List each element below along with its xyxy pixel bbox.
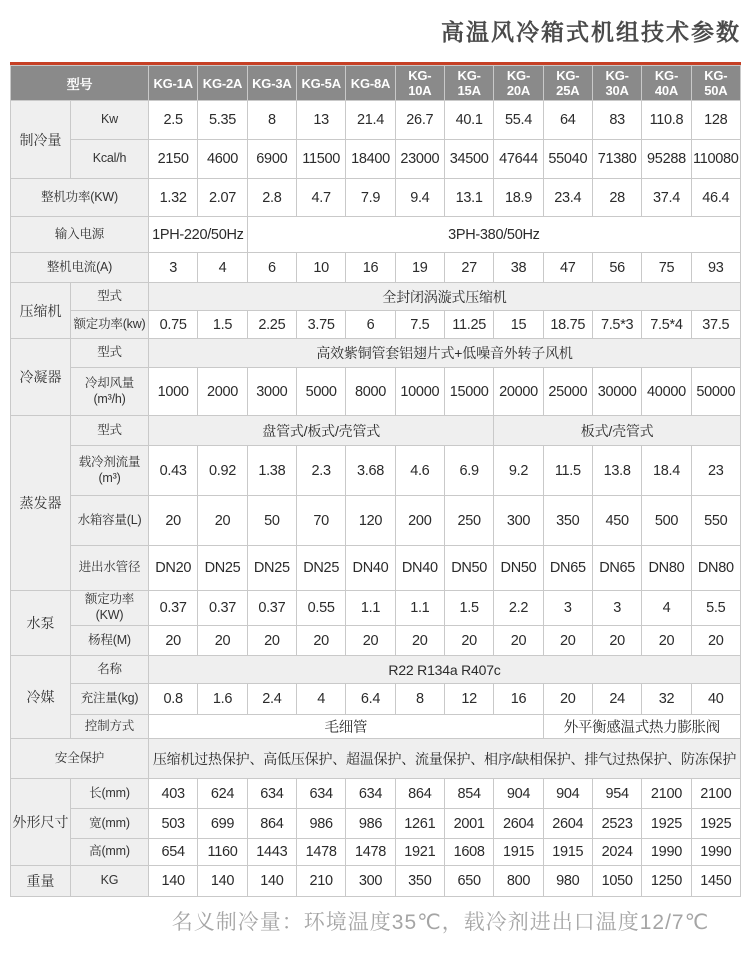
data-cell: 2.07	[198, 179, 247, 217]
merged-info-cell: 全封闭涡漩式压缩机	[149, 283, 741, 311]
data-cell: DN80	[691, 546, 740, 591]
group-label: 制冷量	[11, 101, 71, 179]
data-cell: 15	[494, 311, 543, 339]
row-label: 安全保护	[11, 739, 149, 779]
data-cell: 1.1	[395, 591, 444, 626]
data-cell: 23	[691, 446, 740, 496]
data-cell: 503	[149, 809, 198, 839]
data-cell: 140	[247, 866, 296, 897]
data-cell: 3	[149, 253, 198, 283]
data-cell: 21.4	[346, 101, 395, 140]
row-label: 长(mm)	[71, 779, 149, 809]
data-cell: DN25	[247, 546, 296, 591]
table-row	[11, 283, 741, 311]
column-header: KG-25A	[543, 66, 592, 101]
data-cell: 20	[395, 626, 444, 656]
data-cell: 20	[444, 626, 493, 656]
data-cell: 75	[642, 253, 691, 283]
data-cell: 7.5*3	[592, 311, 641, 339]
data-cell: 1990	[691, 839, 740, 866]
column-header: KG-8A	[346, 66, 395, 101]
data-cell: 699	[198, 809, 247, 839]
data-cell: 5000	[297, 368, 346, 416]
data-cell: 4600	[198, 140, 247, 179]
data-cell: 8	[247, 101, 296, 140]
data-cell: 650	[444, 866, 493, 897]
merged-info-cell: R22 R134a R407c	[149, 656, 741, 684]
table-row	[11, 311, 741, 339]
data-cell: 2150	[149, 140, 198, 179]
data-cell: 3000	[247, 368, 296, 416]
data-cell: 2604	[494, 809, 543, 839]
row-label: 型式	[71, 339, 149, 368]
data-cell: 40	[691, 684, 740, 715]
data-cell: 1915	[494, 839, 543, 866]
data-cell: 4	[198, 253, 247, 283]
data-cell: 37.5	[691, 311, 740, 339]
data-cell: 1990	[642, 839, 691, 866]
data-cell: 4	[297, 684, 346, 715]
data-cell: 4.6	[395, 446, 444, 496]
merged-info-cell: 高效紫铜管套铝翅片式+低噪音外转子风机	[149, 339, 741, 368]
row-label: 杨程(M)	[71, 626, 149, 656]
data-cell: 83	[592, 101, 641, 140]
data-cell: DN50	[444, 546, 493, 591]
data-cell: 11500	[297, 140, 346, 179]
data-cell: 500	[642, 496, 691, 546]
data-cell: 300	[346, 866, 395, 897]
data-cell: 1.5	[198, 311, 247, 339]
data-cell: 93	[691, 253, 740, 283]
row-label: 控制方式	[71, 715, 149, 739]
data-cell: 1925	[691, 809, 740, 839]
data-cell: 2.25	[247, 311, 296, 339]
table-row	[11, 591, 741, 626]
data-cell: 2.2	[494, 591, 543, 626]
data-cell: 5.35	[198, 101, 247, 140]
data-cell: 1PH-220/50Hz	[149, 217, 248, 253]
group-label: 冷媒	[11, 656, 71, 739]
column-header: KG-1A	[149, 66, 198, 101]
data-cell: 954	[592, 779, 641, 809]
row-label: 载冷剂流量(m³)	[71, 446, 149, 496]
data-cell: 23.4	[543, 179, 592, 217]
data-cell: 18.9	[494, 179, 543, 217]
data-cell: 3.75	[297, 311, 346, 339]
data-cell: 403	[149, 779, 198, 809]
column-header: KG-2A	[198, 66, 247, 101]
data-cell: 13.8	[592, 446, 641, 496]
data-cell: 0.37	[198, 591, 247, 626]
table-row	[11, 684, 741, 715]
data-cell: 7.9	[346, 179, 395, 217]
data-cell: 10	[297, 253, 346, 283]
row-label: 宽(mm)	[71, 809, 149, 839]
data-cell: 0.37	[247, 591, 296, 626]
data-cell: 19	[395, 253, 444, 283]
data-cell: 55.4	[494, 101, 543, 140]
row-label: 输入电源	[11, 217, 149, 253]
data-cell: DN40	[346, 546, 395, 591]
row-label: 充注量(kg)	[71, 684, 149, 715]
data-cell: 1160	[198, 839, 247, 866]
data-cell: 24	[592, 684, 641, 715]
row-label: Kcal/h	[71, 140, 149, 179]
data-cell: DN50	[494, 546, 543, 591]
table-row	[11, 416, 741, 446]
data-cell: 854	[444, 779, 493, 809]
data-cell: DN20	[149, 546, 198, 591]
data-cell: 8	[395, 684, 444, 715]
row-label: 冷却风量(m³/h)	[71, 368, 149, 416]
data-cell: 986	[346, 809, 395, 839]
row-label: 整机功率(KW)	[11, 179, 149, 217]
group-label: 重量	[11, 866, 71, 897]
data-cell: 350	[395, 866, 444, 897]
data-cell: 20	[297, 626, 346, 656]
table-row	[11, 809, 741, 839]
data-cell: 550	[691, 496, 740, 546]
row-label: 型式	[71, 416, 149, 446]
table-row	[11, 253, 741, 283]
data-cell: 20	[642, 626, 691, 656]
data-cell: 110080	[691, 140, 740, 179]
data-cell: 1478	[297, 839, 346, 866]
data-cell: 140	[198, 866, 247, 897]
data-cell: 6.9	[444, 446, 493, 496]
data-cell: 56	[592, 253, 641, 283]
merged-info-cell: 压缩机过热保护、高低压保护、超温保护、流量保护、相序/缺相保护、排气过热保护、防冻保护	[149, 739, 741, 779]
table-row	[11, 546, 741, 591]
data-cell: 1478	[346, 839, 395, 866]
data-cell: 0.37	[149, 591, 198, 626]
data-cell: DN65	[592, 546, 641, 591]
table-row	[11, 446, 741, 496]
data-cell: 1.6	[198, 684, 247, 715]
column-header: KG-10A	[395, 66, 444, 101]
table-row	[11, 739, 741, 779]
row-label: KG	[71, 866, 149, 897]
data-cell: 70	[297, 496, 346, 546]
data-cell: 300	[494, 496, 543, 546]
data-cell: 40000	[642, 368, 691, 416]
data-cell: 986	[297, 809, 346, 839]
spec-table	[10, 65, 741, 897]
data-cell: 2024	[592, 839, 641, 866]
data-cell: 2100	[642, 779, 691, 809]
data-cell: 2523	[592, 809, 641, 839]
table-row	[11, 217, 741, 253]
data-cell: 18.75	[543, 311, 592, 339]
data-cell: DN80	[642, 546, 691, 591]
data-cell: 2.5	[149, 101, 198, 140]
data-cell: 3.68	[346, 446, 395, 496]
data-cell: 3	[543, 591, 592, 626]
data-cell: 110.8	[642, 101, 691, 140]
data-cell: 3	[592, 591, 641, 626]
page-title: 高温风冷箱式机组技术参数	[441, 19, 741, 45]
data-cell: 634	[247, 779, 296, 809]
group-label: 水泵	[11, 591, 71, 656]
row-label: 整机电流(A)	[11, 253, 149, 283]
spec-table-body	[11, 66, 741, 897]
data-cell: 11.5	[543, 446, 592, 496]
data-cell: 37.4	[642, 179, 691, 217]
data-cell: 20	[149, 626, 198, 656]
data-cell: 30000	[592, 368, 641, 416]
data-cell: 47	[543, 253, 592, 283]
data-cell: 20	[247, 626, 296, 656]
footer-note: 名义制冷量：环境温度35℃，载冷剂进出口温度12/7℃	[171, 911, 710, 934]
data-cell: 1050	[592, 866, 641, 897]
table-row	[11, 368, 741, 416]
table-row	[11, 715, 741, 739]
data-cell: 1261	[395, 809, 444, 839]
data-cell: 28	[592, 179, 641, 217]
table-row	[11, 496, 741, 546]
data-cell: 8000	[346, 368, 395, 416]
data-cell: 2100	[691, 779, 740, 809]
data-cell: 50000	[691, 368, 740, 416]
data-cell: 1608	[444, 839, 493, 866]
data-cell: 12	[444, 684, 493, 715]
data-cell: 55040	[543, 140, 592, 179]
data-cell: 18400	[346, 140, 395, 179]
data-cell: 13	[297, 101, 346, 140]
data-cell: 7.5	[395, 311, 444, 339]
data-cell: 11.25	[444, 311, 493, 339]
row-label: 水箱容量(L)	[71, 496, 149, 546]
data-cell: 7.5*4	[642, 311, 691, 339]
group-label: 蒸发器	[11, 416, 71, 591]
merged-info-cell: 盘管式/板式/壳管式	[149, 416, 494, 446]
data-cell: 2000	[198, 368, 247, 416]
data-cell: 1.5	[444, 591, 493, 626]
data-cell: 4	[642, 591, 691, 626]
data-cell: 1450	[691, 866, 740, 897]
data-cell: 20	[149, 496, 198, 546]
data-cell: 20	[691, 626, 740, 656]
data-cell: 120	[346, 496, 395, 546]
table-row	[11, 866, 741, 897]
merged-info-cell: 板式/壳管式	[494, 416, 741, 446]
data-cell: 634	[346, 779, 395, 809]
data-cell: 9.2	[494, 446, 543, 496]
data-cell: 20	[346, 626, 395, 656]
data-cell: 50	[247, 496, 296, 546]
data-cell: 26.7	[395, 101, 444, 140]
data-cell: 16	[494, 684, 543, 715]
data-cell: 20	[543, 626, 592, 656]
data-cell: 3PH-380/50Hz	[247, 217, 740, 253]
data-cell: 6.4	[346, 684, 395, 715]
row-label: 型式	[71, 283, 149, 311]
data-cell: DN40	[395, 546, 444, 591]
data-cell: 350	[543, 496, 592, 546]
data-cell: 1250	[642, 866, 691, 897]
data-cell: 6	[247, 253, 296, 283]
table-row	[11, 779, 741, 809]
data-cell: 16	[346, 253, 395, 283]
data-cell: 13.1	[444, 179, 493, 217]
data-cell: 2.3	[297, 446, 346, 496]
data-cell: 1925	[642, 809, 691, 839]
data-cell: 25000	[543, 368, 592, 416]
data-cell: 20	[198, 496, 247, 546]
table-row	[11, 339, 741, 368]
data-cell: 10000	[395, 368, 444, 416]
data-cell: 1.38	[247, 446, 296, 496]
column-header: KG-20A	[494, 66, 543, 101]
data-cell: 4.7	[297, 179, 346, 217]
data-cell: 20	[198, 626, 247, 656]
data-cell: 250	[444, 496, 493, 546]
data-cell: 0.43	[149, 446, 198, 496]
data-cell: 864	[395, 779, 444, 809]
data-cell: 1.1	[346, 591, 395, 626]
data-cell: 6	[346, 311, 395, 339]
data-cell: 34500	[444, 140, 493, 179]
data-cell: 1443	[247, 839, 296, 866]
data-cell: 1921	[395, 839, 444, 866]
data-cell: 634	[297, 779, 346, 809]
data-cell: 毛细管	[149, 715, 544, 739]
data-cell: 1.32	[149, 179, 198, 217]
data-cell: 904	[543, 779, 592, 809]
row-label: Kw	[71, 101, 149, 140]
data-cell: 32	[642, 684, 691, 715]
data-cell: 20	[592, 626, 641, 656]
data-cell: 904	[494, 779, 543, 809]
table-row	[11, 101, 741, 140]
data-cell: DN65	[543, 546, 592, 591]
table-row	[11, 839, 741, 866]
table-row	[11, 66, 741, 101]
column-header: KG-5A	[297, 66, 346, 101]
row-label: 名称	[71, 656, 149, 684]
group-label: 外形尺寸	[11, 779, 71, 866]
data-cell: 1915	[543, 839, 592, 866]
data-cell: 200	[395, 496, 444, 546]
data-cell: 64	[543, 101, 592, 140]
group-label: 压缩机	[11, 283, 71, 339]
data-cell: 15000	[444, 368, 493, 416]
data-cell: 980	[543, 866, 592, 897]
data-cell: 47644	[494, 140, 543, 179]
data-cell: 2001	[444, 809, 493, 839]
data-cell: 38	[494, 253, 543, 283]
row-label: 高(mm)	[71, 839, 149, 866]
data-cell: 864	[247, 809, 296, 839]
data-cell: 95288	[642, 140, 691, 179]
data-cell: 210	[297, 866, 346, 897]
column-header: KG-15A	[444, 66, 493, 101]
data-cell: 20	[494, 626, 543, 656]
data-cell: 1000	[149, 368, 198, 416]
data-cell: 20000	[494, 368, 543, 416]
data-cell: 20	[543, 684, 592, 715]
data-cell: 27	[444, 253, 493, 283]
column-header: KG-30A	[592, 66, 641, 101]
column-header: 型号	[11, 66, 149, 101]
data-cell: 0.8	[149, 684, 198, 715]
data-cell: 40.1	[444, 101, 493, 140]
row-label: 额定功率(kw)	[71, 311, 149, 339]
column-header: KG-50A	[691, 66, 740, 101]
row-label: 进出水管径	[71, 546, 149, 591]
data-cell: 140	[149, 866, 198, 897]
table-row	[11, 656, 741, 684]
data-cell: 2604	[543, 809, 592, 839]
data-cell: 800	[494, 866, 543, 897]
data-cell: 5.5	[691, 591, 740, 626]
data-cell: 450	[592, 496, 641, 546]
data-cell: 0.75	[149, 311, 198, 339]
column-header: KG-40A	[642, 66, 691, 101]
data-cell: 18.4	[642, 446, 691, 496]
data-cell: 9.4	[395, 179, 444, 217]
data-cell: DN25	[297, 546, 346, 591]
data-cell: 外平衡感温式热力膨胀阀	[543, 715, 740, 739]
column-header: KG-3A	[247, 66, 296, 101]
data-cell: 128	[691, 101, 740, 140]
table-row	[11, 140, 741, 179]
data-cell: 654	[149, 839, 198, 866]
accent-line	[10, 62, 741, 897]
data-cell: 624	[198, 779, 247, 809]
table-row	[11, 626, 741, 656]
data-cell: DN25	[198, 546, 247, 591]
data-cell: 6900	[247, 140, 296, 179]
data-cell: 0.92	[198, 446, 247, 496]
data-cell: 46.4	[691, 179, 740, 217]
data-cell: 71380	[592, 140, 641, 179]
data-cell: 2.4	[247, 684, 296, 715]
group-label: 冷凝器	[11, 339, 71, 416]
data-cell: 0.55	[297, 591, 346, 626]
data-cell: 23000	[395, 140, 444, 179]
row-label: 额定功率(KW)	[71, 591, 149, 626]
table-row	[11, 179, 741, 217]
data-cell: 2.8	[247, 179, 296, 217]
